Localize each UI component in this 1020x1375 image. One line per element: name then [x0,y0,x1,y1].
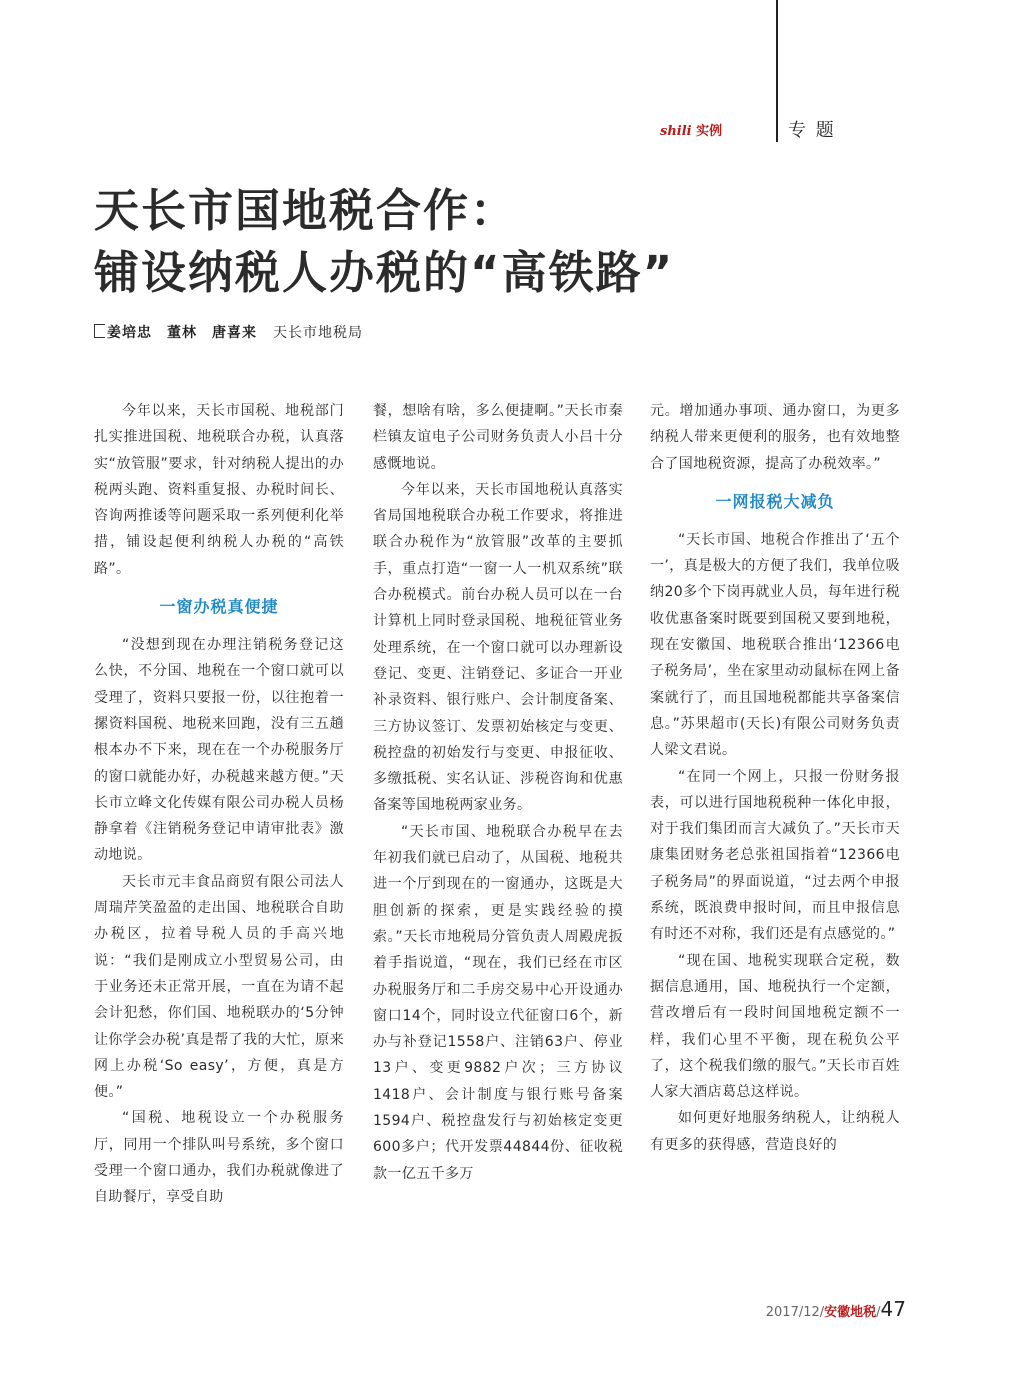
paragraph: “在同一个网上，只报一份财务报表，可以进行国地税税种一体化申报，对于我们集团而言大减负了。”天长市天康集团财务老总张祖国指着“12366电子税务局”的界面说道，“过去两个申报系统，既浪费申报时间，而且申报信息有时还不对称，我们还是有点感觉的。” [650,768,900,943]
issue-date: 2017/12/ [765,1305,825,1320]
page-footer [766,1297,906,1321]
paragraph: “天长市国、地税联合办税早在去年初我们就已启动了，从国税、地税共进一个厅到现在的一窗通办，这既是大胆创新的探索，更是实践经验的摸索。”天长市地税局分管负责人周殿虎扳着手指说道，“现在，我们已经在市区办税服务厅和二手房交易中心开设通办窗口14个，同时设立代征窗口6个，新办与补登记1558户、注销63户、停业13户、变更9882户次；三方协议1418户、会计制度与银行账号备案1594户、税控盘发行与初始核定变更600多户；代开发票44844份、征收税款一亿五千多万 [373,823,623,1182]
paragraph: 天长市元丰食品商贸有限公司法人周瑞芹笑盈盈的走出国、地税联合自助办税区，拉着导税人员的手高兴地说：“我们是刚成立小型贸易公司，由于业务还未正常开展，一直在为请不起会计犯愁，你们国、地税联办的‘5分钟让你学会办税’真是帮了我的大忙，原来网上办税‘So easy’，方便，真是方便。” [94,873,344,1101]
article-title [94,180,974,304]
paragraph: “现在国、地税实现联合定税，数据信息通用，国、地税执行一个定额，营改增后有一段时间国地税定额不一样，我们心里不平衡，现在税负公平了，这个税我们缴的服气。”天长市百姓人家大酒店葛总这样说。 [650,952,900,1101]
article-column-3 [650,398,900,1158]
section-heading: 一网报税大减负 [715,491,835,511]
byline [94,322,363,342]
authors: 姜培忠 董林 唐喜来 [107,325,257,341]
paragraph: 今年以来，天长市国税、地税部门扎实推进国税、地税联合办税，认真落实“放管服”要求，针对纳税人提出的办税两头跑、资料重复报、办税时间长、咨询两推诿等问题采取一系列便利化举措，铺设起便利纳税人办税的“高铁路”。 [94,403,344,577]
paragraph: “国税、地税设立一个办税服务厅，同用一个排队叫号系统，多个窗口受理一个窗口通办，我们办税就像进了自助餐厅，享受自助 [94,1110,344,1206]
paragraph: 餐，想啥有啥，多么便捷啊。”天长市秦栏镇友谊电子公司财务负责人小吕十分感慨地说。 [373,403,623,472]
title-line-2: 铺设纳税人办税的“高铁路” [94,246,675,299]
article-column-1 [94,398,344,1211]
section-label [660,120,722,139]
paragraph: “没想到现在办理注销税务登记这么快，不分国、地税在一个窗口就可以受理了，资料只要报一份，以往抱着一摞资料国税、地税来回跑，没有三五趟根本办不下来，现在在一个办税服务厅的窗口就能办好，办税越来越方便。”天长市立峰文化传媒有限公司办税人员杨静拿着《注销税务登记申请审批表》激动地说。 [94,637,344,864]
section-label-en: shili [660,124,692,139]
title-line-1: 天长市国地税合作： [94,184,518,237]
section-heading: 一窗办税真便捷 [159,597,279,617]
paragraph: 元。增加通办事项、通办窗口，为更多纳税人带来更便利的服务，也有效地整合了国地税资源，提高了办税效率。” [650,403,900,472]
paragraph: “天长市国、地税合作推出了‘五个一’，真是极大的方便了我们，我单位吸纳20多个下岗再就业人员，每年进行税收优惠备案时既要到国税又要到地税，现在安徽国、地税联合推出‘12366电子税务局’，坐在家里动动鼠标在网上备案就行了，而且国地税都能共享备案信息。”苏果超市(天长)有限公司财务负责人梁文君说。 [650,531,900,759]
page-number: 47 [880,1297,906,1321]
column-name: 专 题 [788,120,836,141]
header-divider [776,0,778,142]
footer-separator: / [876,1305,881,1320]
paragraph: 今年以来，天长市国地税认真落实省局国地税联合办税工作要求，将推进联合办税作为“放管服”改革的主要抓手，重点打造“一窗一人一机双系统”联合办税模式。前台办税人员可以在一台计算机上同时登录国税、地税征管业务处理系统，在一个窗口就可以办理新设登记、变更、注销登记、多证合一开业补录资料、银行账户、会计制度备案、三方协议签订、发票初始核定与变更、税控盘的初始发行与变更、申报征收、多缴抵税、实名认证、涉税咨询和优惠备案等国地税两家业务。 [373,481,623,814]
magazine-name: 安徽地税 [824,1305,877,1320]
organization: 天长市地税局 [273,325,363,341]
paragraph: 如何更好地服务纳税人，让纳税人有更多的获得感，营造良好的 [650,1110,900,1153]
byline-bracket-icon [94,324,105,338]
article-column-2 [373,398,623,1187]
section-label-cn: 实例 [696,124,723,139]
